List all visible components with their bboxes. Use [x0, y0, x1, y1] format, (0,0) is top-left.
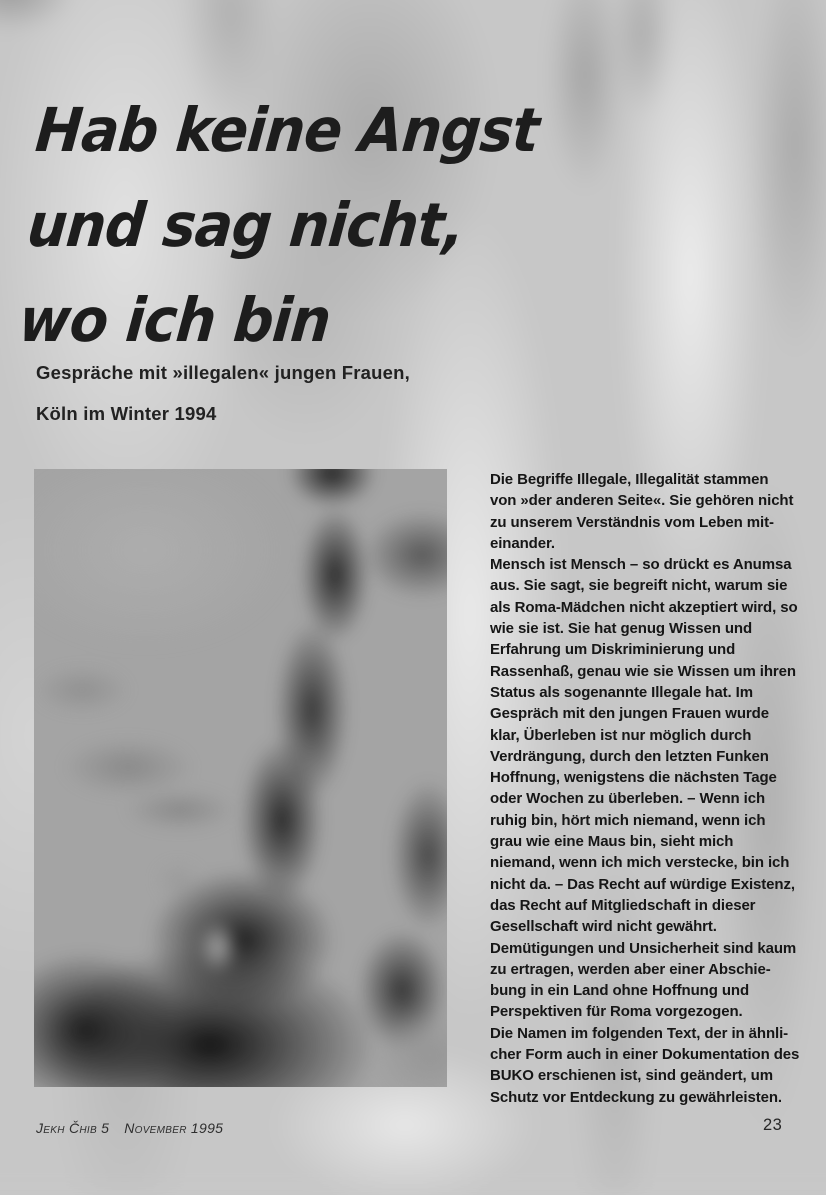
title-line: Hab keine Angst — [32, 95, 542, 167]
issue-date: November 1995 — [124, 1120, 224, 1136]
body-text-line: zu ertragen, werden aber einer Abschie- — [490, 960, 771, 978]
body-text-line: wie sie ist. Sie hat genug Wissen und — [490, 620, 753, 638]
body-text-line: von »der anderen Seite«. Sie gehören nicht — [490, 492, 794, 510]
body-text-line: klar, Überleben ist nur möglich durch — [490, 726, 752, 744]
article-photo — [34, 469, 447, 1087]
title-line: und sag nicht, — [24, 190, 467, 262]
body-text-line: als Roma-Mädchen nicht akzeptiert wird, so — [490, 598, 798, 616]
body-text-line: Status als sogenannte Illegale hat. Im — [490, 683, 753, 701]
body-text-line: Die Begriffe Illegale, Illegalität stammen — [490, 471, 769, 488]
body-text-line: BUKO erschienen ist, sind geändert, um — [490, 1067, 773, 1085]
subtitle-line: Köln im Winter 1994 — [36, 403, 217, 424]
body-text-line: nicht da. – Das Recht auf würdige Existenz, — [490, 875, 795, 893]
page-number: 23 — [763, 1116, 783, 1134]
body-text-line: Demütigungen und Unsicherheit sind kaum — [490, 939, 797, 957]
body-text-line: Gesellschaft wird nicht gewährt. — [490, 918, 717, 936]
body-text-line: Verdrängung, durch den letzten Funken — [490, 747, 769, 765]
body-text-line: Rassenhaß, genau wie sie Wissen um ihren — [490, 662, 796, 680]
body-text-line: cher Form auch in einer Dokumentation des — [490, 1046, 800, 1064]
body-text-line: grau wie eine Maus bin, sieht mich — [490, 833, 734, 851]
body-text-line: das Recht auf Mitgliedschaft in dieser — [490, 896, 756, 914]
body-text-line: Gespräch mit den jungen Frauen wurde — [490, 705, 769, 723]
body-text-line: Erfahrung um Diskriminierung und — [490, 641, 736, 659]
body-text-line: ruhig bin, hört mich niemand, wenn ich — [490, 811, 766, 829]
subtitle-line: Gespräche mit »illegalen« jungen Frauen, — [36, 362, 410, 383]
article-photo-image — [34, 469, 447, 1087]
footer — [36, 1120, 223, 1136]
body-text-line: Perspektiven für Roma vorgezogen. — [490, 1003, 743, 1021]
body-text-line: Schutz vor Entdeckung zu gewährleisten. — [490, 1088, 782, 1106]
article-subtitle — [36, 363, 410, 445]
article-title — [15, 84, 542, 369]
body-text-line: Mensch ist Mensch – so drückt es Anumsa — [490, 556, 792, 574]
body-text-line: aus. Sie sagt, sie begreift nicht, warum sie — [490, 577, 788, 595]
body-text-line: zu unserem Verständnis vom Leben mit- — [490, 513, 774, 531]
body-text-line: oder Wochen zu überleben. – Wenn ich — [490, 790, 766, 808]
title-line: wo ich bin — [16, 285, 333, 357]
body-text-line: bung in ein Land ohne Hoffnung und — [490, 982, 750, 1000]
body-text-line: Hoffnung, wenigstens die nächsten Tage — [490, 769, 777, 787]
body-text-line: einander. — [490, 534, 555, 552]
body-text-line: Die Namen im folgenden Text, der in ähnli- — [490, 1024, 789, 1042]
journal-name: Jekh Čhib 5 — [36, 1120, 110, 1136]
body-text-line: niemand, wenn ich mich verstecke, bin ich — [490, 854, 790, 872]
article-text — [490, 469, 802, 1108]
